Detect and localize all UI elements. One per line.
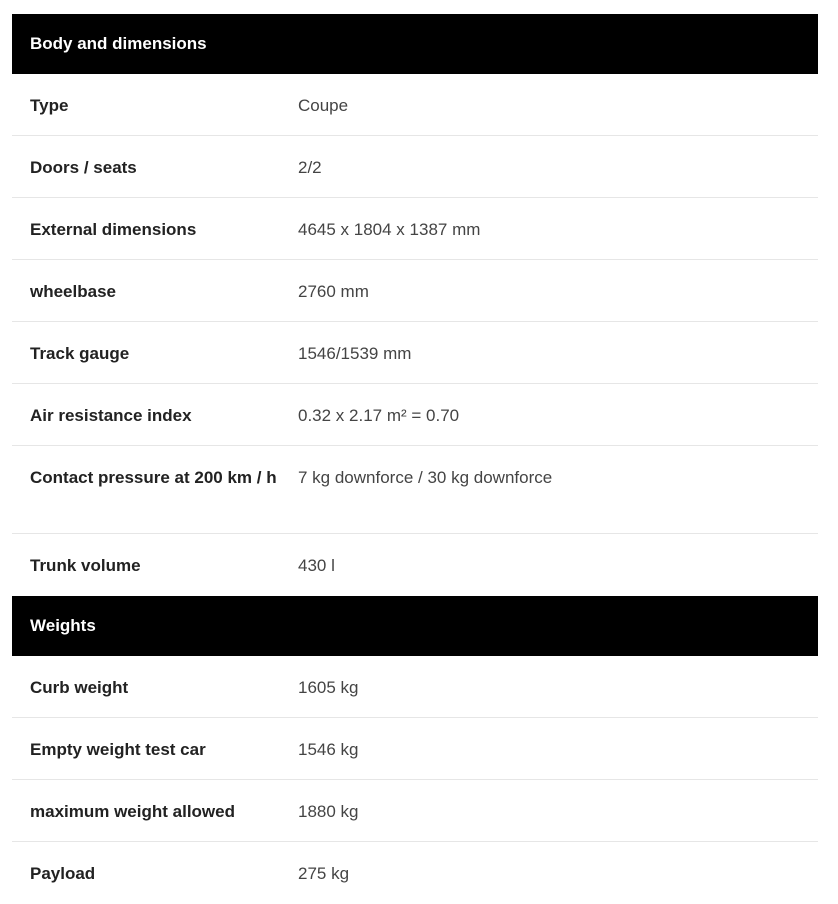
spec-table [12,14,818,904]
table-row [12,384,818,446]
row-label: Curb weight [30,678,129,697]
row-label: Payload [30,864,96,883]
table-row [12,74,818,136]
row-value: 4645 x 1804 x 1387 mm [298,220,481,239]
row-value: 1605 kg [298,678,359,697]
table-row [12,260,818,322]
row-label: External dimensions [30,220,197,239]
row-label: Type [30,96,69,115]
table-row [12,446,818,534]
row-label: Air resistance index [30,406,192,425]
section-title: Body and dimensions [30,34,207,53]
row-label: maximum weight allowed [30,802,235,821]
row-value: 1546/1539 mm [298,344,412,363]
table-row [12,136,818,198]
row-value: Coupe [298,96,349,115]
table-row [12,322,818,384]
row-value: 1880 kg [298,802,359,821]
row-value: 1546 kg [298,740,359,759]
row-value: 275 kg [298,864,350,883]
row-value: 2760 mm [298,282,369,301]
table-row [12,656,818,718]
row-label: Contact pressure at 200 km / h [30,468,277,487]
table-row [12,198,818,260]
table-row [12,842,818,904]
table-row [12,534,818,596]
section-header-body-dimensions [12,14,818,74]
row-value: 7 kg downforce / 30 kg downforce [298,468,553,487]
row-label: Doors / seats [30,158,137,177]
row-label: wheelbase [30,282,116,301]
row-label: Trunk volume [30,556,141,575]
row-value: 430 l [298,556,335,575]
row-label: Empty weight test car [30,740,206,759]
row-value: 2/2 [298,158,322,177]
table-row [12,780,818,842]
section-title: Weights [30,616,96,635]
row-label: Track gauge [30,344,130,363]
row-value: 0.32 x 2.17 m² = 0.70 [298,406,460,425]
table-row [12,718,818,780]
section-header-weights [12,596,818,656]
